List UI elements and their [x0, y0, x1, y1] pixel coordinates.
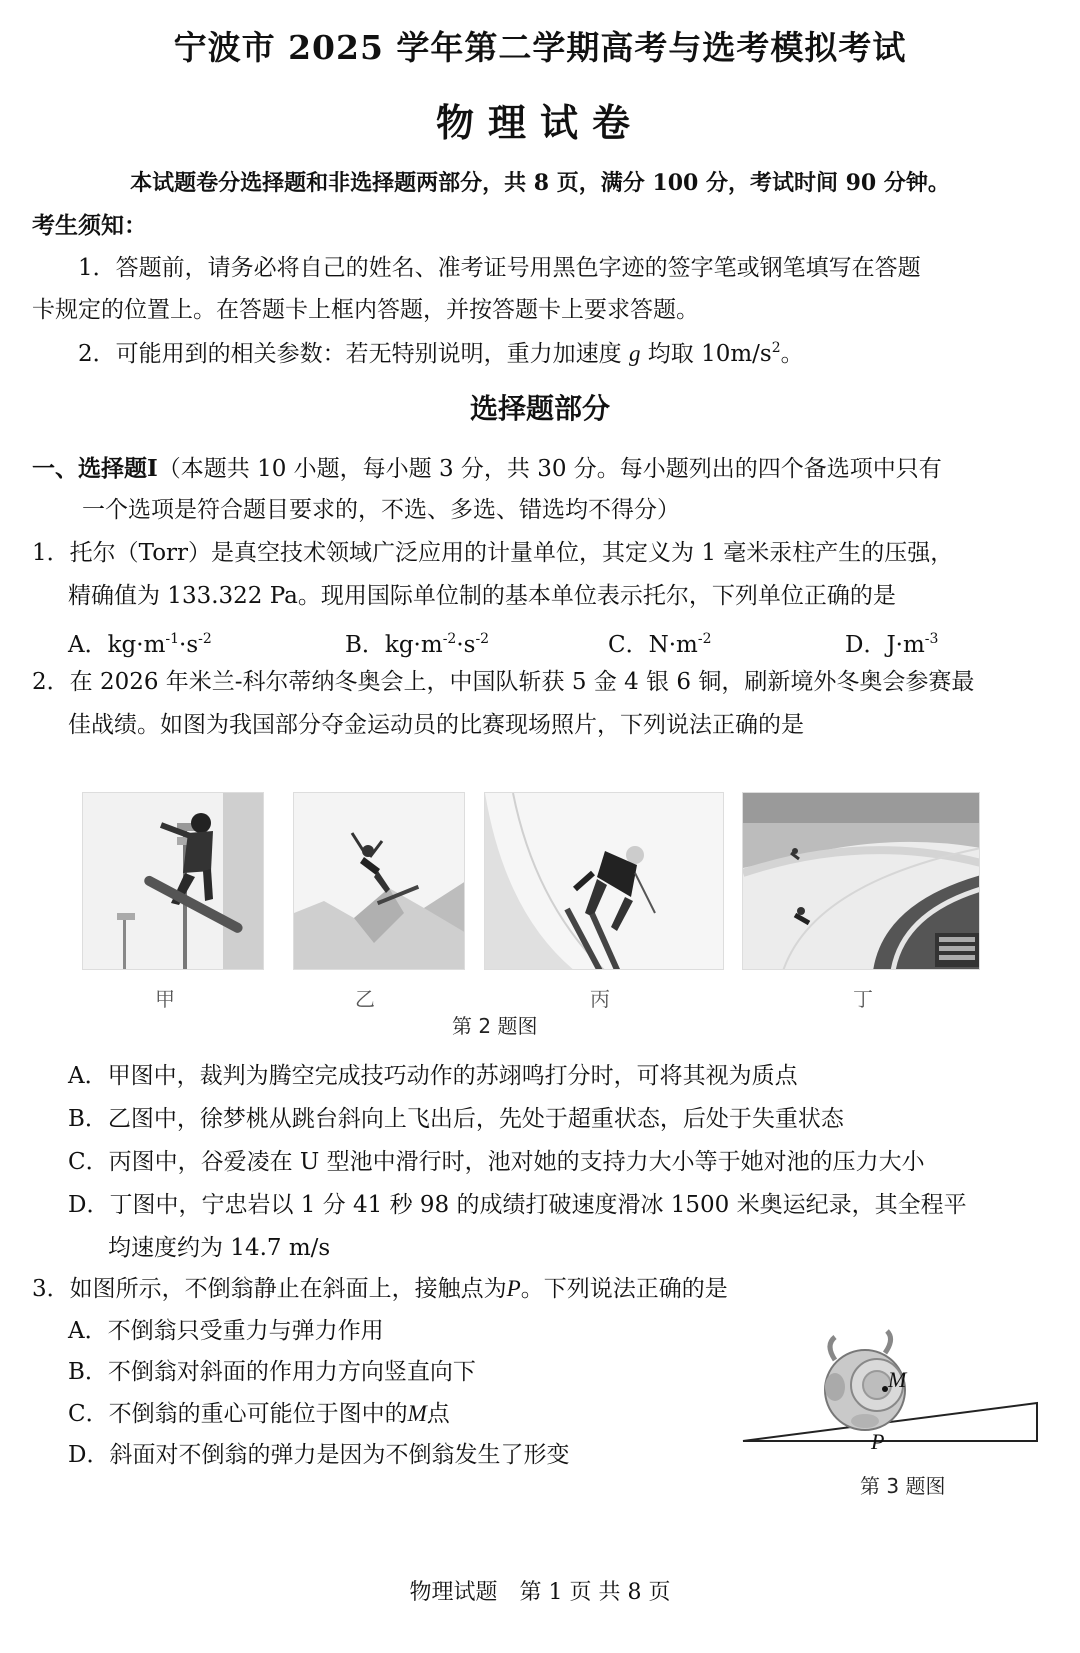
label-m: M	[888, 1367, 907, 1392]
photo-label-bing: 丙	[590, 987, 610, 1011]
q2-option-c: C．丙图中，谷爱凌在 U 型池中滑行时，池对她的支持力大小等于她对池的压力大小	[68, 1149, 925, 1175]
exam-title: 宁波市 2025 学年第二学期高考与选考模拟考试	[173, 28, 907, 67]
q1-option-d-prefix: D．J·m	[845, 632, 925, 658]
photo-label-yi: 乙	[355, 987, 375, 1011]
notice-item-2-pre: 2．可能用到的相关参数：若无特别说明，重力加速度	[78, 341, 622, 367]
section-title: 选择题部分	[469, 392, 610, 425]
q3-option-c-end: 点	[426, 1401, 450, 1427]
q1-option-a-sup2: -2	[198, 631, 212, 647]
q3-option-c-pre: C．不倒翁的重心可能位于图中的	[68, 1401, 408, 1427]
photo-snowboard	[82, 792, 264, 970]
q1-option-b-sup2: -2	[475, 631, 490, 647]
q2-stem-line-1: 2．在 2026 年米兰-科尔蒂纳冬奥会上，中国队斩获 5 金 4 银 6 铜，刷新境外冬奥会参赛最	[32, 669, 975, 695]
q2-figure-caption: 第 2 题图	[452, 1014, 538, 1038]
page-footer: 物理试题 第 1 页 共 8 页	[409, 1580, 671, 1605]
photo-halfpipe	[484, 792, 724, 970]
q3-stem-var: P	[506, 1276, 521, 1301]
part-desc-line-2: 一个选项是符合题目要求的，不选、多选、错选均不得分）	[82, 497, 680, 523]
q1-stem-line-1: 1．托尔（Torr）是真空技术领域广泛应用的计量单位，其定义为 1 毫米汞柱产生的压强，	[32, 540, 954, 566]
q3-stem-pre: 3．如图所示，不倒翁静止在斜面上，接触点为	[32, 1276, 507, 1302]
q1-option-b	[345, 626, 489, 659]
q2-option-d-line-2: 均速度约为 14.7 m/s	[108, 1235, 331, 1261]
q1-option-c-sup1: -2	[697, 631, 712, 647]
notice-item-2-end: 。	[780, 341, 804, 367]
q3-figure	[735, 1325, 1045, 1455]
q3-option-c-var: M	[407, 1401, 427, 1426]
q1-option-a-sup1: -1	[165, 631, 180, 647]
photo-speed-skating	[742, 792, 980, 970]
notice-item-2-sup: 2	[771, 340, 781, 356]
q1-option-d-sup1: -3	[924, 631, 939, 647]
exam-summary: 本试题卷分选择题和非选择题两部分，共 8 页，满分 100 分，考试时间 90 分钟。	[130, 170, 950, 196]
photo-aerials	[293, 792, 465, 970]
q2-option-b: B．乙图中，徐梦桃从跳台斜向上飞出后，先处于超重状态，后处于失重状态	[68, 1106, 844, 1132]
q3-option-b: B．不倒翁对斜面的作用力方向竖直向下	[68, 1359, 476, 1385]
q1-option-b-prefix: B．kg·m	[345, 632, 443, 658]
q1-stem-line-2: 精确值为 133.322 Pa。现用国际单位制的基本单位表示托尔，下列单位正确的是	[68, 583, 896, 609]
q3-option-c	[68, 1400, 450, 1429]
photo-label-ding: 丁	[853, 987, 873, 1011]
q3-option-a: A．不倒翁只受重力与弹力作用	[68, 1318, 384, 1344]
q2-stem-line-2: 佳战绩。如图为我国部分夺金运动员的比赛现场照片，下列说法正确的是	[68, 712, 804, 738]
notice-item-2-var: g	[628, 341, 641, 366]
q3-stem	[32, 1275, 728, 1304]
notice-heading: 考生须知：	[32, 212, 147, 239]
photo-label-jia: 甲	[155, 987, 175, 1011]
part-label: 一、选择题Ⅰ	[32, 455, 158, 482]
q1-option-a-prefix: A．kg·m	[68, 632, 166, 658]
q3-figure-caption: 第 3 题图	[860, 1474, 946, 1498]
q3-stem-end: 。下列说法正确的是	[520, 1276, 728, 1302]
q1-option-a	[68, 626, 212, 659]
q1-option-c	[608, 626, 711, 659]
q2-option-d-line-1: D．丁图中，宁忠岩以 1 分 41 秒 98 的成绩打破速度滑冰 1500 米奥运纪录，其全程平	[68, 1192, 967, 1218]
q3-option-d: D．斜面对不倒翁的弹力是因为不倒翁发生了形变	[68, 1442, 570, 1468]
q1-option-d	[845, 626, 938, 659]
q1-option-a-mid: ·s	[179, 632, 199, 658]
q1-option-b-sup1: -2	[442, 631, 457, 647]
label-p: P	[871, 1429, 885, 1454]
q2-option-a: A．甲图中，裁判为腾空完成技巧动作的苏翊鸣打分时，可将其视为质点	[68, 1063, 798, 1089]
q1-option-c-prefix: C．N·m	[608, 632, 698, 658]
part-heading	[32, 455, 942, 484]
q1-option-b-mid: ·s	[456, 632, 476, 658]
part-desc-line-1: （本题共 10 小题，每小题 3 分，共 30 分。每小题列出的四个备选项中只有	[157, 456, 942, 482]
notice-item-2-mid: 均取 10m/s	[647, 341, 772, 367]
notice-item-1-line-2: 卡规定的位置上。在答题卡上框内答题，并按答题卡上要求答题。	[32, 297, 699, 323]
notice-item-2	[78, 340, 804, 369]
paper-title: 物理试卷	[435, 100, 644, 145]
notice-item-1-line-1: 1．答题前，请务必将自己的姓名、准考证号用黑色字迹的签字笔或钢笔填写在答题	[78, 255, 921, 281]
